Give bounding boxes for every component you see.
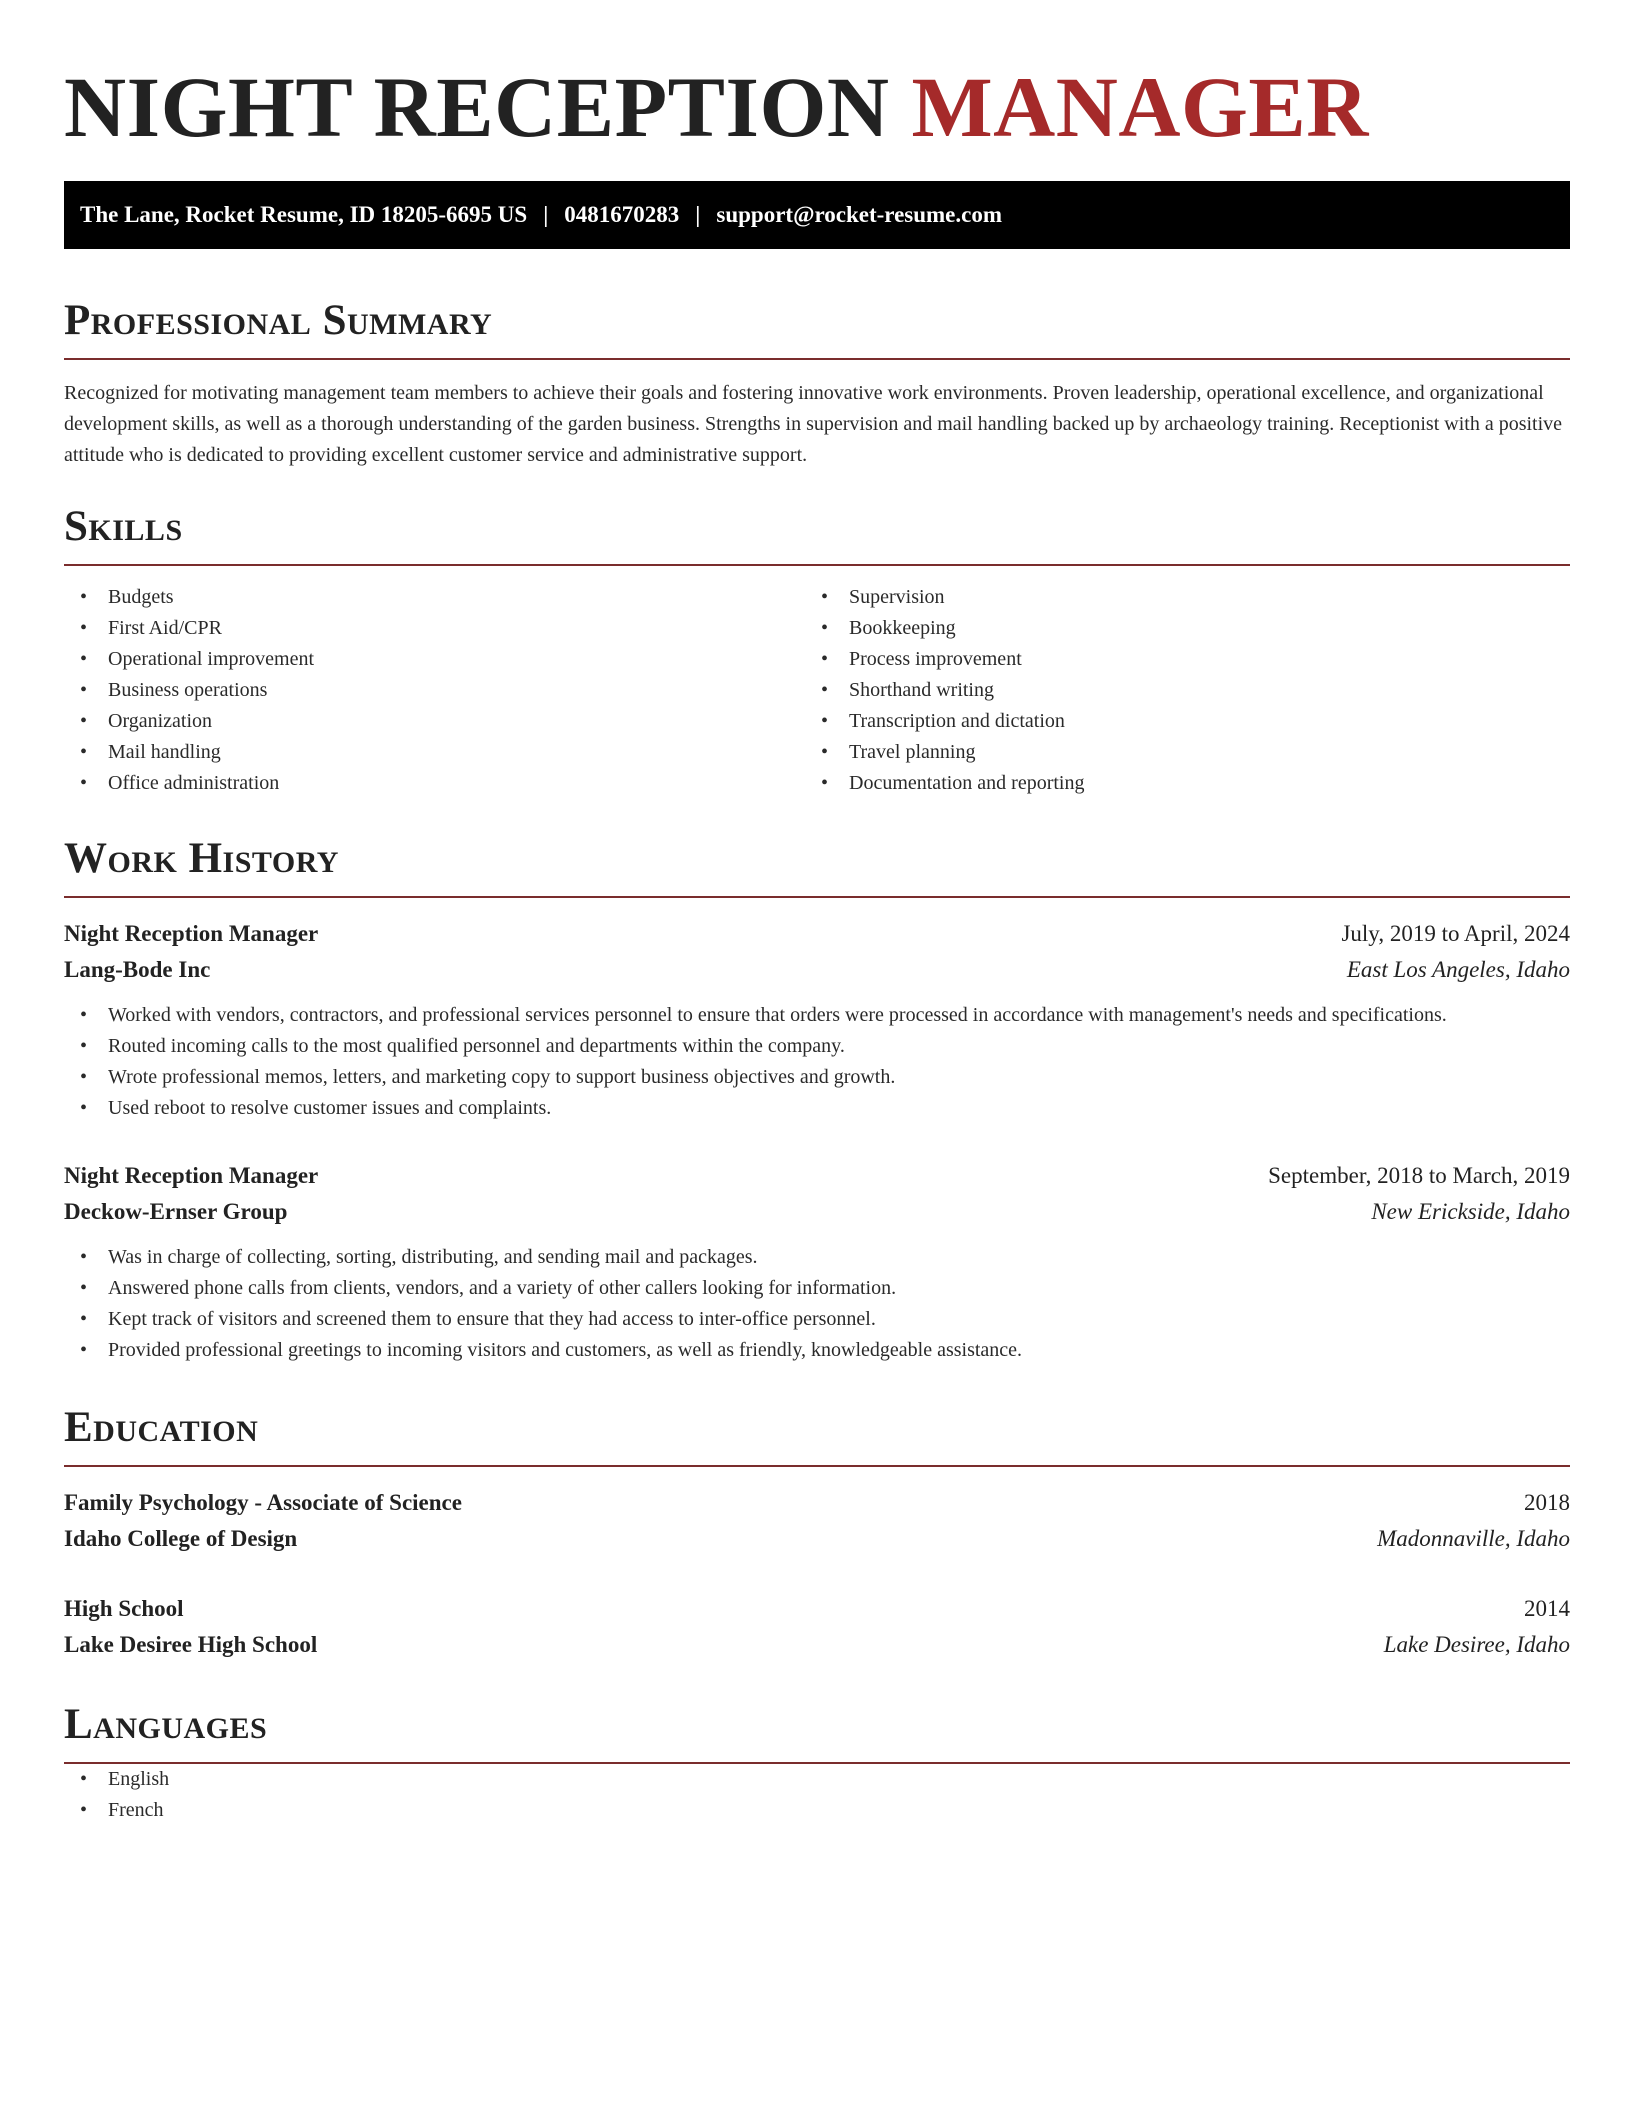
education-year: 2018 xyxy=(1524,1490,1570,1516)
job-company: Lang-Bode Inc xyxy=(64,957,211,983)
skill-item: • Bookkeeping xyxy=(805,613,1546,644)
job-header-row xyxy=(64,1158,1570,1194)
skill-item: • Mail handling xyxy=(64,737,805,768)
section-title-skills: Skills xyxy=(64,505,1570,566)
skills-grid xyxy=(64,582,1570,799)
skill-item: • Organization xyxy=(64,706,805,737)
skill-item: • Operational improvement xyxy=(64,644,805,675)
section-title-work-history: Work History xyxy=(64,837,1570,898)
skill-item: • Travel planning xyxy=(805,737,1546,768)
job-bullet: • Kept track of visitors and screened them to ensure that they had access to inter-office personnel. xyxy=(64,1304,1570,1335)
education-location: Madonnaville, Idaho xyxy=(1377,1526,1570,1552)
skill-item: • Budgets xyxy=(64,582,805,613)
job-location: New Erickside, Idaho xyxy=(1371,1199,1570,1225)
skill-item: • Business operations xyxy=(64,675,805,706)
job-bullet: • Worked with vendors, contractors, and professional services personnel to ensure that orders were processed in accordance with management's needs and specifications. xyxy=(64,1000,1570,1031)
job-dates: July, 2019 to April, 2024 xyxy=(1341,921,1570,947)
job-location: East Los Angeles, Idaho xyxy=(1346,957,1570,983)
languages-list xyxy=(64,1764,1570,1826)
resume-name xyxy=(64,56,1570,159)
section-title-summary: Professional Summary xyxy=(64,299,1570,360)
education-location: Lake Desiree, Idaho xyxy=(1383,1632,1570,1658)
education-entry xyxy=(64,1591,1570,1663)
education-degree: Family Psychology - Associate of Science xyxy=(64,1490,462,1516)
skill-item: • Documentation and reporting xyxy=(805,768,1546,799)
section-title-education: Education xyxy=(64,1406,1570,1467)
job-bullet: • Was in charge of collecting, sorting, distributing, and sending mail and packages. xyxy=(64,1242,1570,1273)
language-item: • English xyxy=(64,1764,1570,1795)
job-dates: September, 2018 to March, 2019 xyxy=(1268,1163,1570,1189)
education-year: 2014 xyxy=(1524,1596,1570,1622)
job-bullet: • Used reboot to resolve customer issues and complaints. xyxy=(64,1093,1570,1124)
job-role: Night Reception Manager xyxy=(64,921,319,947)
job-company: Deckow-Ernser Group xyxy=(64,1199,288,1225)
contact-bar xyxy=(64,181,1570,249)
job-bullets xyxy=(64,1000,1570,1124)
education-school-row xyxy=(64,1627,1570,1663)
job-bullet: • Routed incoming calls to the most qualified personnel and departments within the company. xyxy=(64,1031,1570,1062)
skill-item: • Shorthand writing xyxy=(805,675,1546,706)
contact-address: The Lane, Rocket Resume, ID 18205-6695 US xyxy=(80,202,528,228)
job-bullet: • Answered phone calls from clients, vendors, and a variety of other callers looking for information. xyxy=(64,1273,1570,1304)
education-school-row xyxy=(64,1521,1570,1557)
job-company-row xyxy=(64,952,1570,988)
job-header-row xyxy=(64,916,1570,952)
section-title-languages: Languages xyxy=(64,1703,1570,1764)
skills-list-right xyxy=(805,582,1546,799)
contact-phone: 0481670283 xyxy=(564,202,680,228)
name-part-1: NIGHT RECEPTION xyxy=(64,59,890,155)
name-part-2: MANAGER xyxy=(911,59,1369,155)
skill-item: • Supervision xyxy=(805,582,1546,613)
language-item: • French xyxy=(64,1795,1570,1826)
job-bullet: • Provided professional greetings to incoming visitors and customers, as well as friendly, knowledgeable assistance. xyxy=(64,1335,1570,1366)
skill-item: • Office administration xyxy=(64,768,805,799)
education-degree: High School xyxy=(64,1596,184,1622)
job-company-row xyxy=(64,1194,1570,1230)
education-school: Lake Desiree High School xyxy=(64,1632,318,1658)
job-role: Night Reception Manager xyxy=(64,1163,319,1189)
education-school: Idaho College of Design xyxy=(64,1526,298,1552)
contact-separator: | xyxy=(543,202,549,228)
job-bullets xyxy=(64,1242,1570,1366)
job-bullet: • Wrote professional memos, letters, and marketing copy to support business objectives and growth. xyxy=(64,1062,1570,1093)
job-entry xyxy=(64,1158,1570,1366)
education-entry xyxy=(64,1485,1570,1557)
skills-list-left xyxy=(64,582,805,799)
skill-item: • Process improvement xyxy=(805,644,1546,675)
contact-email: support@rocket-resume.com xyxy=(716,202,1003,228)
summary-text: Recognized for motivating management team members to achieve their goals and fostering innovative work environments. Proven leadership, operational excellence, and organizational development skills, as well as a thorough understanding of the garden business. Strengths in supervision and mail handling backed up by archaeology training. Receptionist with a positive attitude who is dedicated to providing excellent customer service and administrative support. xyxy=(64,382,1563,467)
skill-item: • Transcription and dictation xyxy=(805,706,1546,737)
education-header-row xyxy=(64,1485,1570,1521)
resume-page xyxy=(64,0,1570,1826)
job-entry xyxy=(64,916,1570,1124)
education-header-row xyxy=(64,1591,1570,1627)
contact-separator: | xyxy=(695,202,701,228)
skill-item: • First Aid/CPR xyxy=(64,613,805,644)
